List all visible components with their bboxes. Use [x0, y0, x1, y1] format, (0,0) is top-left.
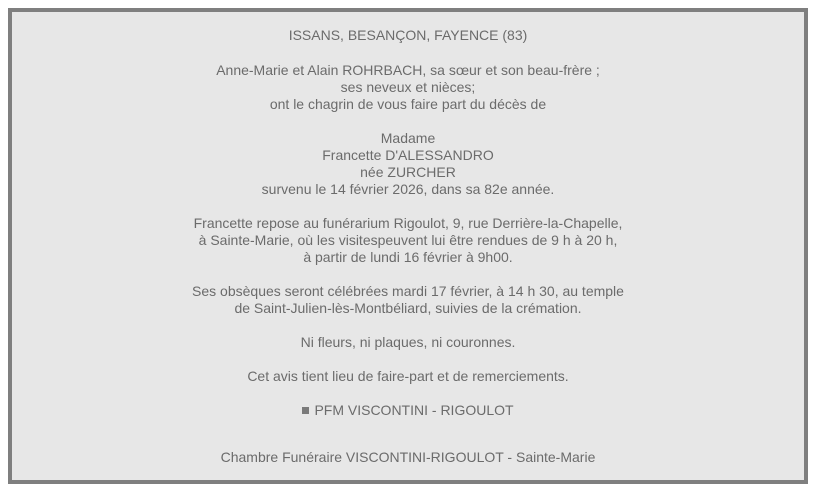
flowers-note: Ni fleurs, ni plaques, ni couronnes. — [300, 334, 516, 350]
visitation-line-2: à Sainte-Marie, où les visitespeuvent lui être rendues de 9 h à 20 h, — [198, 232, 618, 248]
visitation-line-3: à partir de lundi 16 février à 9h00. — [303, 249, 513, 265]
deceased-name: Francette D'ALESSANDRO — [322, 147, 494, 163]
death-info: survenu le 14 février 2026, dans sa 82e année. — [261, 181, 555, 197]
deceased-maiden-name: née ZURCHER — [360, 164, 456, 180]
visitation-line-1: Francette repose au funérarium Rigoulot, 9, rue Derrière-la-Chapelle, — [193, 215, 623, 231]
obituary-notice — [8, 8, 808, 484]
thanks-note: Cet avis tient lieu de faire-part et de remerciements. — [247, 368, 569, 384]
footer-chamber: Chambre Funéraire VISCONTINI-RIGOULOT - Sainte-Marie — [220, 449, 596, 465]
family-line-2: ses neveux et nièces; — [340, 79, 476, 95]
family-line-3: ont le chagrin de vous faire part du décès de — [269, 96, 547, 112]
square-bullet-icon — [302, 407, 309, 414]
funeral-home — [12, 402, 804, 419]
funeral-line-1: Ses obsèques seront célébrées mardi 17 février, à 14 h 30, au temple — [192, 283, 624, 299]
funeral-line-2: de Saint-Julien-lès-Montbéliard, suivies de la crémation. — [234, 300, 582, 316]
funeral-home-label: PFM VISCONTINI - RIGOULOT — [314, 402, 514, 418]
family-line-1: Anne-Marie et Alain ROHRBACH, sa sœur et son beau-frère ; — [216, 62, 600, 78]
notice-header: ISSANS, BESANÇON, FAYENCE (83) — [288, 27, 528, 43]
deceased-title: Madame — [380, 130, 436, 146]
